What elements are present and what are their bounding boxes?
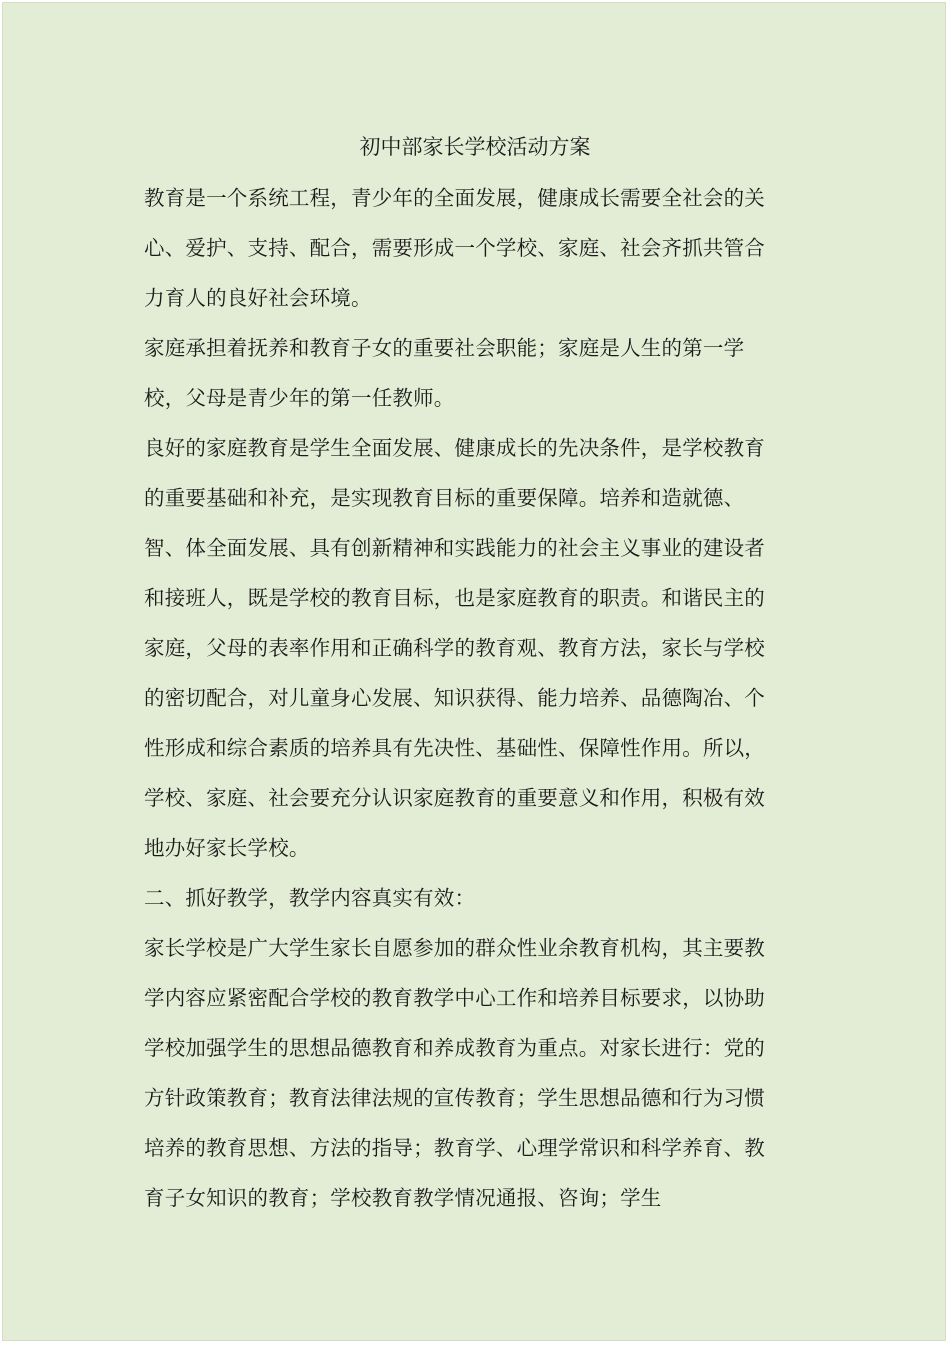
paragraph: 家长学校是广大学生家长自愿参加的群众性业余教育机构，其主要教学内容应紧密配合学校的教育教学中心工作和培养目标要求，以协助学校加强学生的思想品德教育和养成教育为重点。对家长进行：党的方针政策教育；教育法律法规的宣传教育；学生思想品德和行为习惯培养的教育思想、方法的指导；教育学、心理学常识和科学养育、教育子女知识的教育；学校教育教学情况通报、咨询；学生 xyxy=(144,936,765,1210)
document-title: 初中部家长学校活动方案 xyxy=(359,135,591,159)
section-heading: 二、抓好教学，教学内容真实有效： xyxy=(144,886,476,910)
paragraph: 良好的家庭教育是学生全面发展、健康成长的先决条件，是学校教育的重要基础和补充，是实现教育目标的重要保障。培养和造就德、智、体全面发展、具有创新精神和实践能力的社会主义事业的建设者和接班人，既是学校的教育目标，也是家庭教育的职责。和谐民主的家庭，父母的表率作用和正确科学的教育观、教育方法，家长与学校的密切配合，对儿童身心发展、知识获得、能力培养、品德陶冶、个性形成和综合素质的培养具有先决性、基础性、保障性作用。所以，学校、家庭、社会要充分认识家庭教育的重要意义和作用，积极有效地办好家长学校。 xyxy=(144,436,765,860)
paragraph: 家庭承担着抚养和教育子女的重要社会职能；家庭是人生的第一学校，父母是青少年的第一任教师。 xyxy=(144,336,745,410)
document-page xyxy=(2,2,946,1341)
paragraph: 教育是一个系统工程，青少年的全面发展，健康成长需要全社会的关心、爱护、支持、配合，需要形成一个学校、家庭、社会齐抓共管合力育人的良好社会环境。 xyxy=(144,186,765,310)
document-body xyxy=(144,173,769,1223)
